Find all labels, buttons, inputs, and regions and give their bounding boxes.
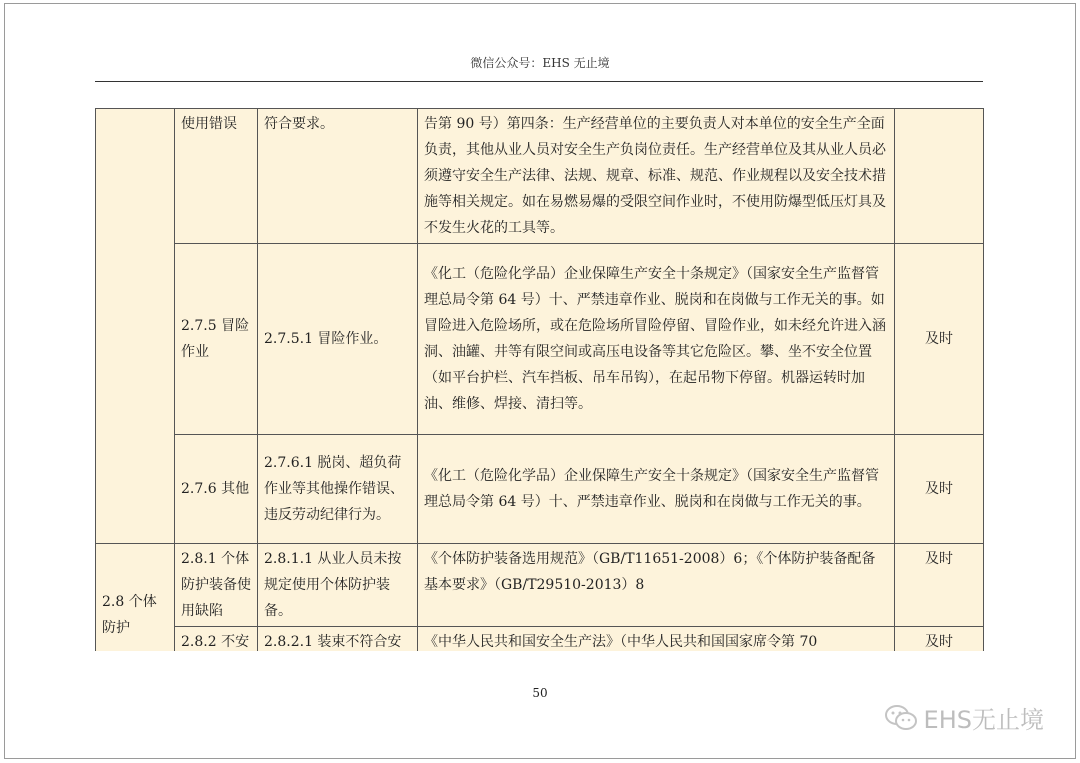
time-cell: 及时	[895, 435, 984, 544]
sub-item-cell: 2.8.2.1 装束不符合安	[258, 627, 418, 652]
wechat-icon	[884, 704, 918, 732]
basis-cell: 《个体防护装备选用规范》（GB/T11651-2008）6；《个体防护装备配备基本要求》（GB/T29510-2013）8	[418, 544, 895, 627]
page-header: 微信公众号：EHS 无止境	[470, 56, 610, 70]
item-cell: 2.7.6 其他	[175, 435, 258, 544]
table-row	[96, 544, 984, 627]
time-cell: 及时	[895, 544, 984, 627]
sub-item-cell: 2.7.6.1 脱岗、超负荷作业等其他操作错误、违反劳动纪律行为。	[258, 435, 418, 544]
header-rule	[95, 81, 983, 82]
watermark-text: EHS无止境	[923, 706, 1044, 734]
basis-cell: 《中华人民共和国安全生产法》（中华人民共和国国家席令第 70	[418, 627, 895, 652]
sub-item-cell: 符合要求。	[258, 109, 418, 244]
time-cell	[895, 109, 984, 244]
table-row	[96, 109, 984, 244]
table-row	[96, 627, 984, 652]
sub-item-cell: 2.8.1.1 从业人员未按规定使用个体防护装备。	[258, 544, 418, 627]
basis-cell: 《化工（危险化学品）企业保障生产安全十条规定》（国家安全生产监督管理总局令第 64 号）十、严禁违章作业、脱岗和在岗做与工作无关的事。	[418, 435, 895, 544]
regulation-table	[95, 108, 984, 651]
time-cell: 及时	[895, 627, 984, 652]
table-row	[96, 244, 984, 435]
item-cell: 2.8.2 不安	[175, 627, 258, 652]
page-number: 50	[532, 686, 548, 700]
time-cell: 及时	[895, 244, 984, 435]
item-cell: 2.7.5 冒险作业	[175, 244, 258, 435]
item-cell: 2.8.1 个体防护装备使用缺陷	[175, 544, 258, 627]
table-row	[96, 435, 984, 544]
item-cell: 使用错误	[175, 109, 258, 244]
sub-item-cell: 2.7.5.1 冒险作业。	[258, 244, 418, 435]
basis-cell: 告第 90 号）第四条：生产经营单位的主要负责人对本单位的安全生产全面负责，其他从业人员对安全生产负岗位责任。生产经营单位及其从业人员必须遵守安全生产法律、法规、规章、标准、规范、作业规程以及安全技术措施等相关规定。如在易燃易爆的受限空间作业时，不使用防爆型低压灯具及不发生火花的工具等。	[418, 109, 895, 244]
basis-cell: 《化工（危险化学品）企业保障生产安全十条规定》（国家安全生产监督管理总局令第 64 号）十、严禁违章作业、脱岗和在岗做与工作无关的事。如冒险进入危险场所，或在危险场所冒险停留、冒险作业，如未经允许进入涵洞、油罐、井等有限空间或高压电设备等其它危险区。攀、坐不安全位置（如平台护栏、汽车挡板、吊车吊钩），在起吊物下停留。机器运转时加油、维修、焊接、清扫等。	[418, 244, 895, 435]
category-cell-empty	[96, 109, 175, 544]
table-viewport	[0, 108, 1080, 651]
category-cell: 2.8 个体防护	[96, 544, 175, 652]
watermark	[884, 700, 1044, 735]
